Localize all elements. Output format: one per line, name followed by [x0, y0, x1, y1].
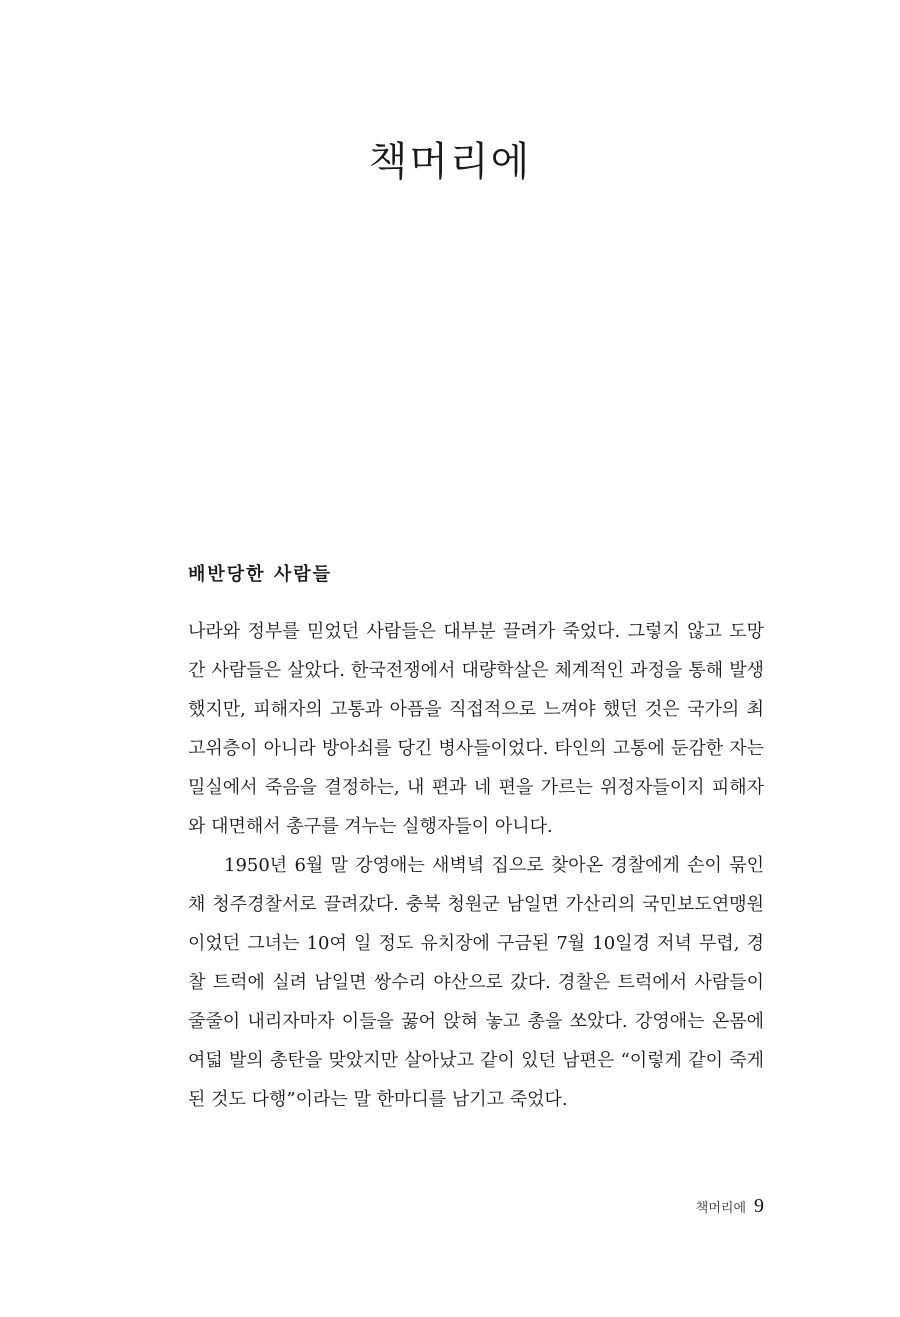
- running-title: 책머리에: [695, 1201, 746, 1216]
- page-number: 9: [754, 1195, 764, 1217]
- paragraph-1: 나라와 정부를 믿었던 사람들은 대부분 끌려가 죽었다. 그렇지 않고 도망간 사람들은 살았다. 한국전쟁에서 대량학살은 체계적인 과정을 통해 발생했지만, 피해자의 고통과 아픔을 직접적으로 느껴야 했던 것은 국가의 최고위층이 아니라 방아쇠를 당긴 병사들이었다. 타인의 고통에 둔감한 자는 밀실에서 죽음을 결정하는, 내 편과 네 편을 가르는 위정자들이지 피해자와 대면해서 총구를 겨누는 실행자들이 아니다.: [188, 621, 764, 837]
- page-footer: [696, 1195, 764, 1218]
- paragraph-2: 1950년 6월 말 강영애는 새벽녘 집으로 찾아온 경찰에게 손이 묶인 채 청주경찰서로 끌려갔다. 충북 청원군 남일면 가산리의 국민보도연맹원이었던 그녀는 10여 일 정도 유치장에 구금된 7월 10일경 저녁 무렵, 경찰 트럭에 실려 남일면 쌍수리 야산으로 갔다. 경찰은 트럭에서 사람들이 줄줄이 내리자마자 이들을 꿇어 앉혀 놓고 총을 쏘았다. 강영애는 온몸에 여덟 발의 총탄을 맞았지만 살아났고 같이 있던 남편은 “이렇게 같이 죽게 된 것도 다행”이라는 말 한마디를 남기고 죽었다.: [188, 855, 764, 1110]
- page-title: 책머리에: [368, 139, 532, 185]
- section-heading: 배반당한 사람들: [188, 564, 332, 585]
- body-text: [188, 612, 764, 1119]
